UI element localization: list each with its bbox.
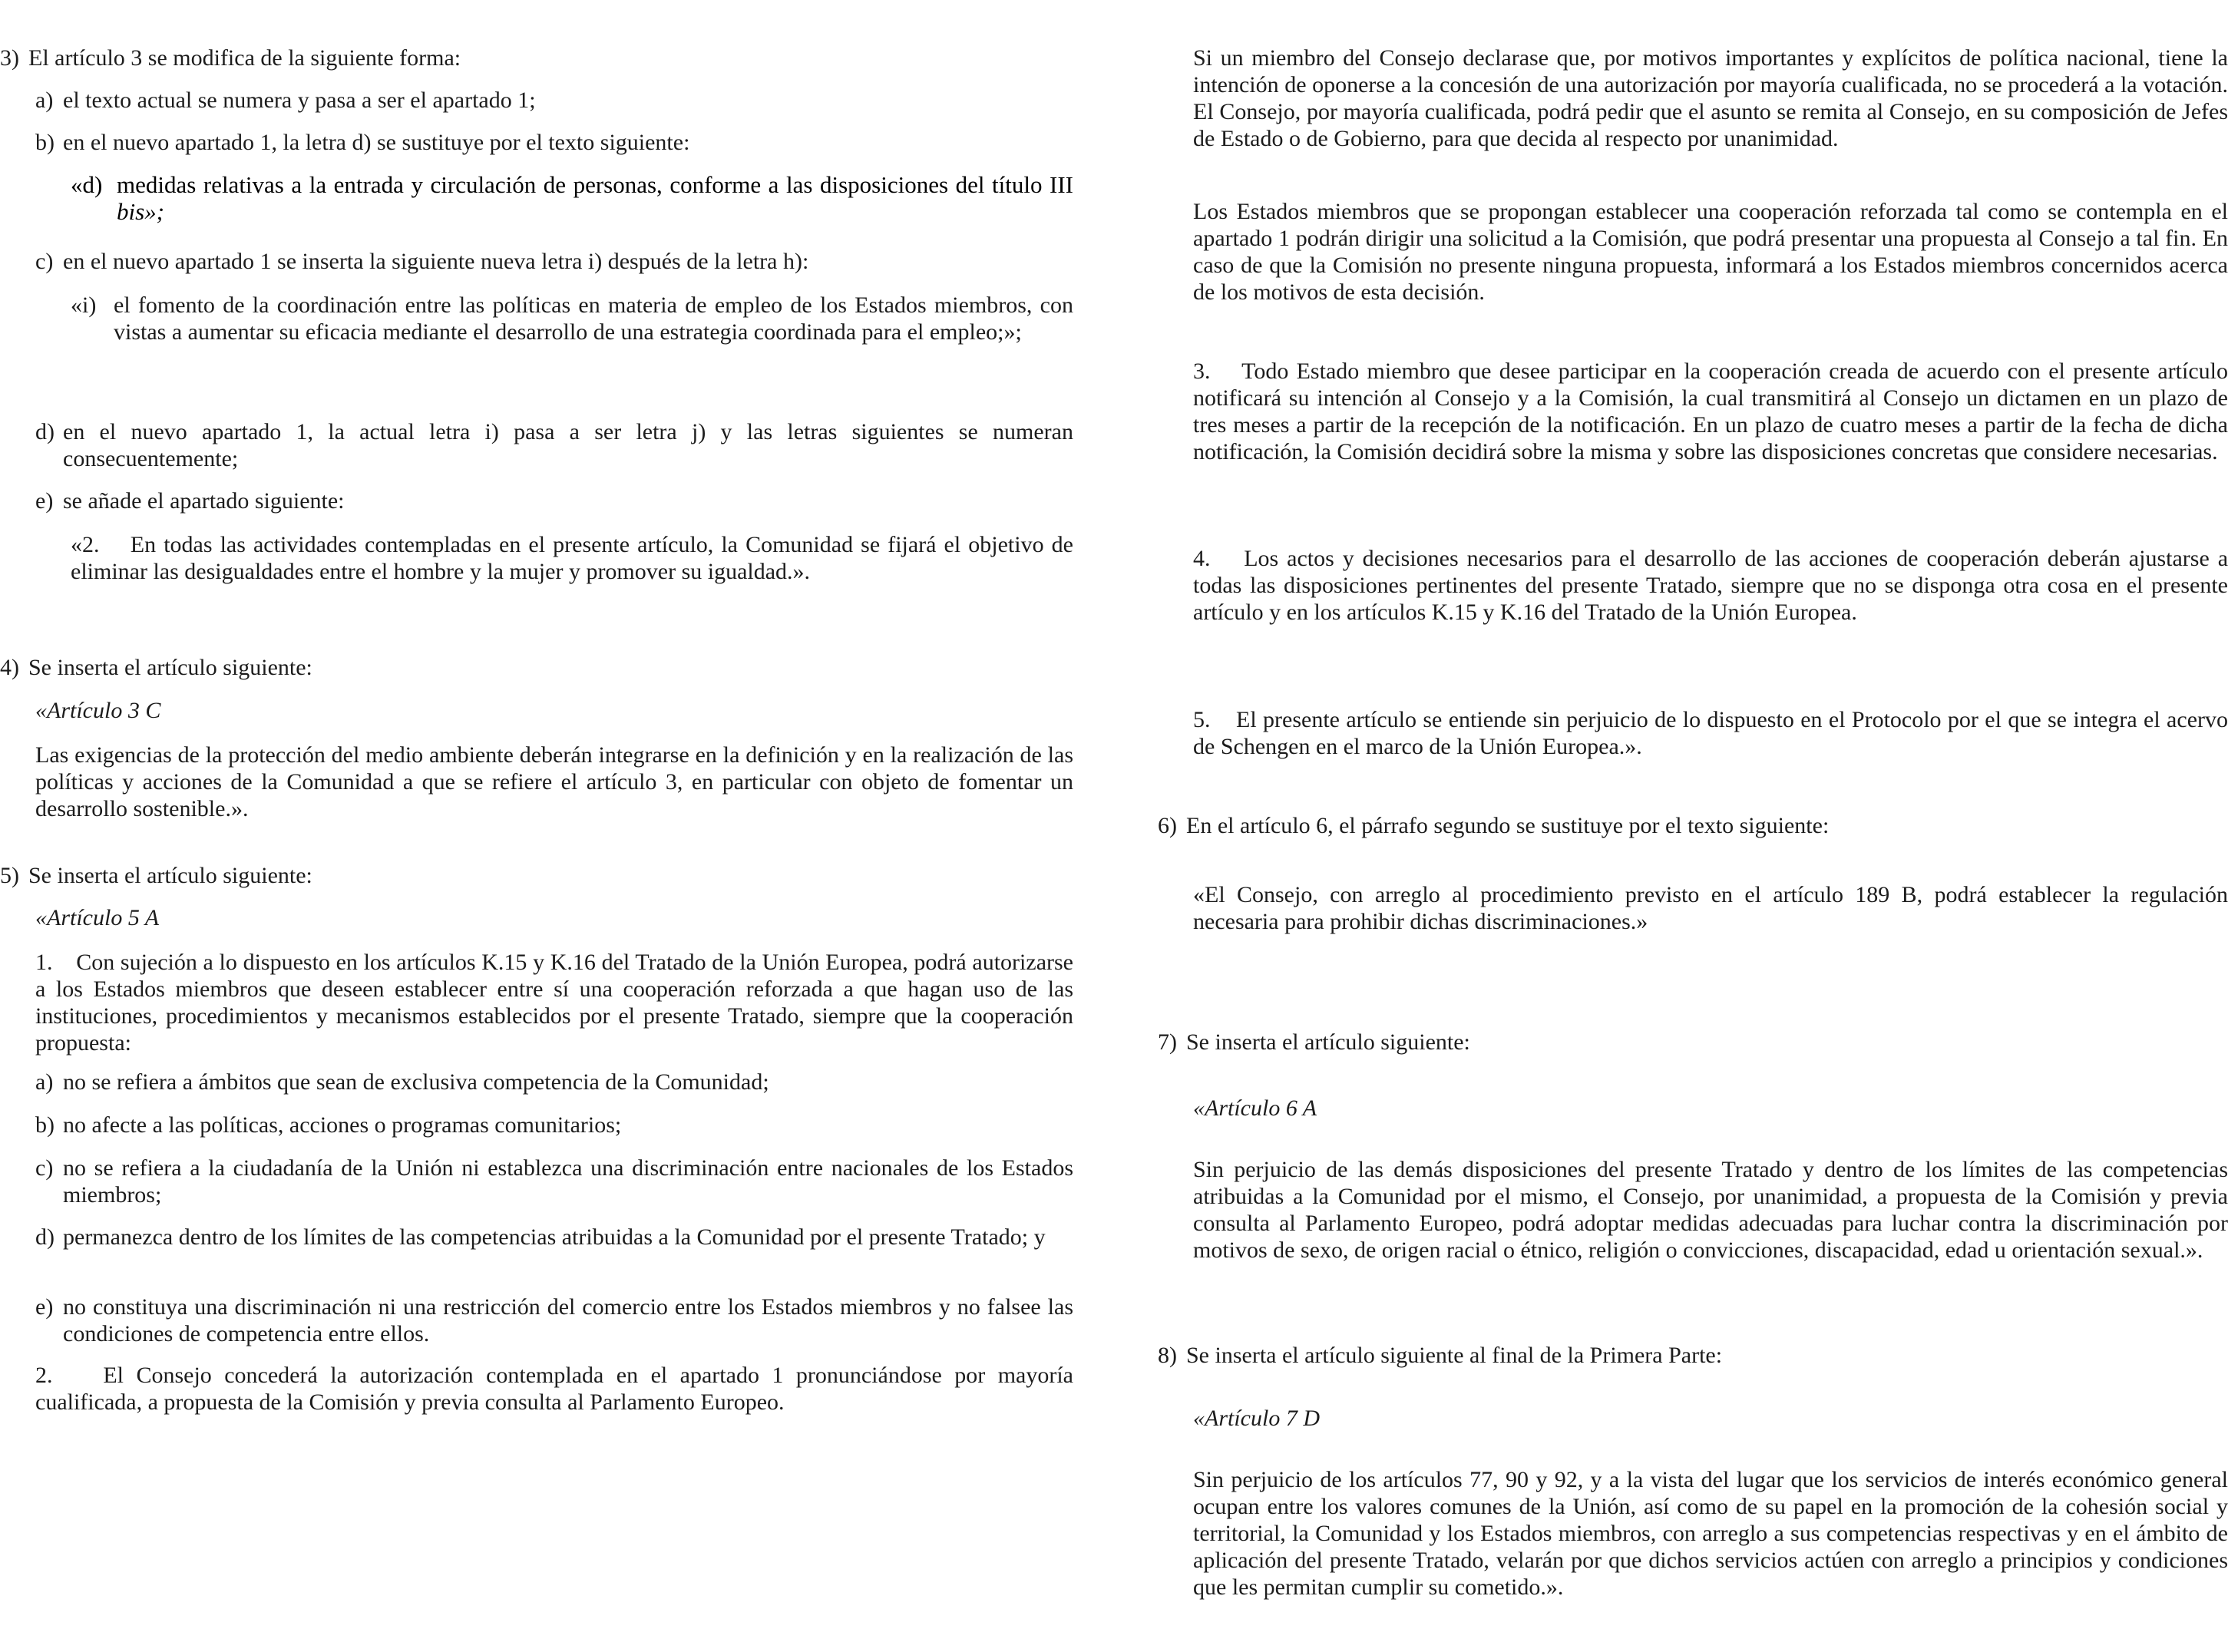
sub-label: b) (35, 130, 55, 155)
article-heading-5a: «Artículo 5 A (35, 905, 160, 930)
paragraph-number: 5. (1193, 707, 1211, 732)
item-number: 7) (1158, 1029, 1177, 1055)
sub-item-b (35, 129, 1073, 156)
sub-item-a (35, 87, 1073, 114)
sub-label: e) (35, 488, 54, 514)
sub-text: se añade el apartado siguiente: (63, 488, 345, 514)
condition-b (35, 1112, 1073, 1138)
sub-label: d) (35, 419, 55, 444)
sub-label: e) (35, 1294, 54, 1320)
item-6 (1158, 812, 2228, 839)
item-text: Se inserta el artículo siguiente: (28, 655, 312, 680)
item-6-quote: «El Consejo, con arreglo al procedimiento previsto en el artículo 189 B, podrá establecer la regulación necesaria para prohibir dichas discriminaciones.» (1193, 882, 2228, 934)
quote-number: «2. (71, 532, 100, 557)
paragraph-number: 3. (1193, 358, 1211, 384)
article-heading-6a: «Artículo 6 A (1193, 1095, 1317, 1121)
item-text: En el artículo 6, el párrafo segundo se sustituye por el texto siguiente: (1186, 813, 1830, 838)
sub-text: no constituya una discriminación ni una restricción del comercio entre los Estados miembros y no falsee las condiciones de competencia entre ellos. (63, 1294, 1073, 1346)
sub-label: c) (35, 249, 54, 274)
quote-label: «d) (71, 171, 103, 198)
sub-text: en el nuevo apartado 1, la actual letra i) pasa a ser letra j) y las letras siguientes se numeran consecuentemente; (63, 419, 1073, 471)
paragraph-text: Con sujeción a lo dispuesto en los artículos K.15 y K.16 del Tratado de la Unión Europea, podrá autorizarse a los Estados miembros que deseen establecer entre sí una cooperación reforzada a que hagan uso de las instituciones, procedimientos y mecanismos establecidos por el presente Tratado, siempre que la cooperación propuesta: (35, 950, 1073, 1056)
quote-text: el fomento de la coordinación entre las políticas en materia de empleo de los Estados miembros, con vistas a aumentar su eficacia mediante el desarrollo de una estrategia coordinada para el empleo;»; (114, 292, 1073, 345)
condition-c (35, 1155, 1073, 1208)
item-3 (0, 45, 1073, 71)
quote-label: «i) (71, 292, 97, 318)
article-heading-7d: «Artículo 7 D (1193, 1406, 1320, 1431)
quote-d (71, 171, 1073, 225)
item-number: 8) (1158, 1343, 1177, 1368)
article-5a-paragraph-1 (35, 949, 1073, 1056)
item-text: Se inserta el artículo siguiente: (28, 863, 312, 888)
article-5a-paragraph-2 (35, 1362, 1073, 1416)
sub-text: en el nuevo apartado 1, la letra d) se sustituye por el texto siguiente: (63, 130, 690, 155)
condition-a (35, 1069, 1073, 1095)
item-text: El artículo 3 se modifica de la siguiente forma: (28, 45, 461, 71)
paragraph-text: Los actos y decisiones necesarios para el desarrollo de las acciones de cooperación deberán ajustarse a todas las disposiciones pertinentes del presente Tratado, siempre que no se disponga otra cosa en el presente artículo y en los artículos K.15 y K.16 del Tratado de la Unión Europea. (1193, 546, 2228, 625)
item-number: 4) (0, 655, 19, 680)
sub-text: no afecte a las políticas, acciones o programas comunitarios; (63, 1112, 622, 1138)
quote-text (117, 171, 1073, 225)
article-body-6a: Sin perjuicio de las demás disposiciones del presente Tratado y dentro de los límites de las competencias atribuidas a la Comunidad por el mismo, el Consejo, por unanimidad, a propuesta de la Comisión y previa consulta al Parlamento Europeo, podrá adoptar medidas adecuadas para luchar contra la discriminación por motivos de sexo, de origen racial o étnico, religión o convicciones, discapacidad, edad u orientación sexual.». (1193, 1157, 2228, 1263)
quote-text-main: medidas relativas a la entrada y circulación de personas, conforme a las disposiciones del título III (117, 171, 1073, 198)
right-paragraph-5 (1193, 706, 2228, 760)
sub-text: no se refiera a ámbitos que sean de exclusiva competencia de la Comunidad; (63, 1069, 769, 1095)
right-paragraph-1: Si un miembro del Consejo declarase que, por motivos importantes y explícitos de política nacional, tiene la intención de oponerse a la concesión de una autorización por mayoría cualificada, no se procederá a la votación. El Consejo, por mayoría cualificada, podrá pedir que el asunto se remita al Consejo, en su composición de Jefes de Estado o de Gobierno, para que decida al respecto por unanimidad. (1193, 45, 2228, 151)
quote-i (71, 292, 1073, 345)
paragraph-number: 2. (35, 1363, 53, 1388)
right-paragraph-3 (1193, 358, 2228, 465)
paragraph-number: 4. (1193, 546, 1211, 571)
quote-2 (71, 531, 1073, 585)
quote-text-italic: bis»; (117, 198, 164, 225)
sub-item-c (35, 248, 1073, 275)
item-number: 3) (0, 45, 19, 71)
right-paragraph-2: Los Estados miembros que se propongan establecer una cooperación reforzada tal como se contempla en el apartado 1 podrán dirigir una solicitud a la Comisión, que podrá presentar una propuesta al Consejo a tal fin. En caso de que la Comisión no presente ninguna propuesta, informará a los Estados miembros concernidos acerca de los motivos de esta decisión. (1193, 199, 2228, 305)
item-8 (1158, 1342, 2228, 1369)
item-5 (0, 862, 1073, 889)
sub-label: a) (35, 1069, 54, 1095)
sub-label: d) (35, 1224, 55, 1250)
item-text: Se inserta el artículo siguiente: (1186, 1029, 1470, 1055)
item-number: 6) (1158, 813, 1177, 838)
sub-label: a) (35, 88, 54, 113)
condition-d (35, 1224, 1073, 1251)
sub-text: en el nuevo apartado 1 se inserta la siguiente nueva letra i) después de la letra h): (63, 249, 809, 274)
sub-label: c) (35, 1155, 54, 1181)
article-body-7d: Sin perjuicio de los artículos 77, 90 y 92, y a la vista del lugar que los servicios de interés económico general ocupan entre los valores comunes de la Unión, así como de su papel en la promoción de la cohesión social y territorial, la Comunidad y los Estados miembros, con arreglo a sus competencias respectivas y en el ámbito de aplicación del presente Tratado, velarán por que dichos servicios actúen con arreglo a principios y condiciones que les permitan cumplir su cometido.». (1193, 1467, 2228, 1600)
article-body-3c: Las exigencias de la protección del medio ambiente deberán integrarse en la definición y en la realización de las políticas y acciones de la Comunidad a que se refiere el artículo 3, en particular con objeto de fomentar un desarrollo sostenible.». (35, 742, 1073, 821)
condition-e (35, 1294, 1073, 1347)
article-heading-3c: «Artículo 3 C (35, 698, 161, 723)
paragraph-number: 1. (35, 950, 53, 975)
item-4 (0, 654, 1073, 681)
sub-label: b) (35, 1112, 55, 1138)
paragraph-text: El Consejo concederá la autorización contemplada en el apartado 1 pronunciándose por mayoría cualificada, a propuesta de la Comisión y previa consulta al Parlamento Europeo. (35, 1363, 1074, 1415)
quote-text: En todas las actividades contempladas en el presente artículo, la Comunidad se fijará el objetivo de eliminar las desigualdades entre el hombre y la mujer y promover su igualdad.». (71, 532, 1073, 584)
sub-item-e (35, 487, 1073, 514)
item-number: 5) (0, 863, 19, 888)
paragraph-text: El presente artículo se entiende sin perjuicio de lo dispuesto en el Protocolo por el que se integra el acervo de Schengen en el marco de la Unión Europea.». (1193, 707, 2228, 759)
sub-item-d (35, 418, 1073, 472)
item-7 (1158, 1029, 2228, 1056)
paragraph-text: Todo Estado miembro que desee participar en la cooperación creada de acuerdo con el presente artículo notificará su intención al Consejo y a la Comisión, la cual transmitirá al Consejo un dictamen en un plazo de tres meses a partir de la recepción de la notificación. En un plazo de cuatro meses a partir de la fecha de dicha notificación, la Comisión decidirá sobre la misma y sobre las disposiciones concretas que considere necesarias. (1193, 358, 2228, 464)
sub-text: el texto actual se numera y pasa a ser el apartado 1; (63, 88, 536, 113)
item-text: Se inserta el artículo siguiente al final de la Primera Parte: (1186, 1343, 1723, 1368)
right-paragraph-4 (1193, 545, 2228, 626)
sub-text: permanezca dentro de los límites de las competencias atribuidas a la Comunidad por el presente Tratado; y (63, 1224, 1046, 1250)
sub-text: no se refiera a la ciudadanía de la Unión ni establezca una discriminación entre nacionales de los Estados miembros; (63, 1155, 1073, 1208)
